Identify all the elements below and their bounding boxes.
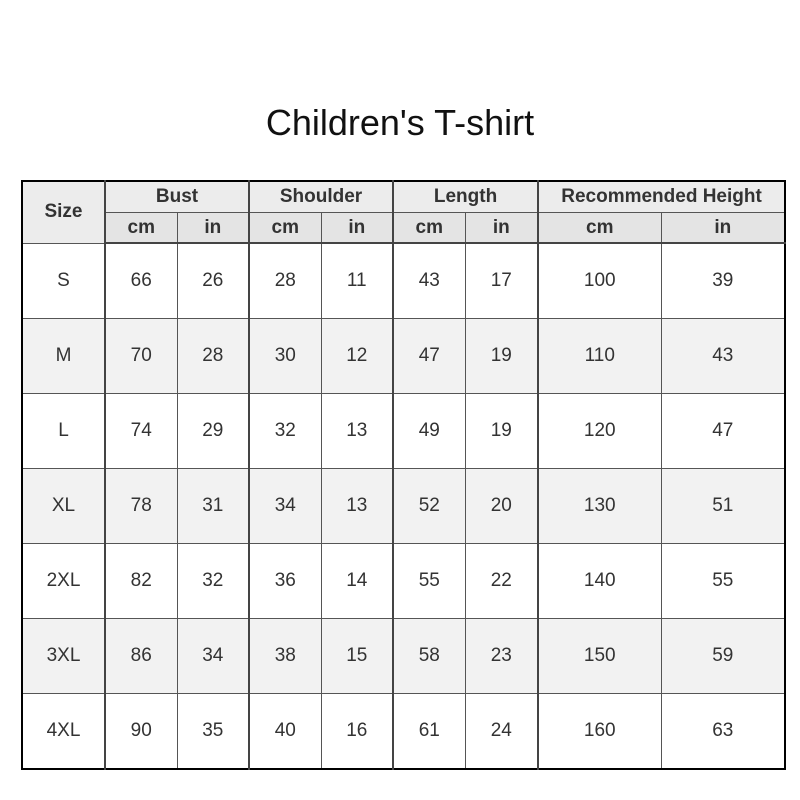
measurement-cell: 55	[661, 544, 785, 619]
measurement-cell: 28	[177, 319, 249, 394]
unit-header: cm	[105, 213, 177, 244]
table-row	[22, 544, 785, 619]
measurement-cell: 22	[465, 544, 538, 619]
measurement-cell: 43	[661, 319, 785, 394]
measurement-cell: 16	[321, 694, 393, 770]
measurement-cell: 59	[661, 619, 785, 694]
measurement-cell: 19	[465, 319, 538, 394]
measurement-cell: 35	[177, 694, 249, 770]
measurement-cell: 86	[105, 619, 177, 694]
unit-header: cm	[249, 213, 321, 244]
recommended-height-header: Recommended Height	[538, 181, 785, 213]
measurement-cell: 13	[321, 394, 393, 469]
measurement-cell: 34	[249, 469, 321, 544]
measurement-cell: 28	[249, 243, 321, 319]
page-title: Children's T-shirt	[265, 102, 535, 143]
size-cell: 4XL	[22, 694, 105, 770]
unit-header: cm	[393, 213, 465, 244]
size-cell: 3XL	[22, 619, 105, 694]
measurement-cell: 150	[538, 619, 661, 694]
header-unit-row	[22, 213, 785, 244]
measurement-cell: 30	[249, 319, 321, 394]
bust-header: Bust	[105, 181, 249, 213]
measurement-cell: 90	[105, 694, 177, 770]
measurement-cell: 31	[177, 469, 249, 544]
measurement-cell: 20	[465, 469, 538, 544]
measurement-cell: 36	[249, 544, 321, 619]
table-row	[22, 619, 785, 694]
measurement-cell: 12	[321, 319, 393, 394]
measurement-cell: 34	[177, 619, 249, 694]
measurement-cell: 74	[105, 394, 177, 469]
size-chart-table	[21, 180, 786, 770]
measurement-cell: 40	[249, 694, 321, 770]
size-column-header: Size	[22, 181, 105, 243]
measurement-cell: 47	[393, 319, 465, 394]
table-row	[22, 394, 785, 469]
measurement-cell: 24	[465, 694, 538, 770]
measurement-cell: 47	[661, 394, 785, 469]
measurement-cell: 70	[105, 319, 177, 394]
measurement-cell: 38	[249, 619, 321, 694]
length-header: Length	[393, 181, 538, 213]
measurement-cell: 100	[538, 243, 661, 319]
measurement-cell: 11	[321, 243, 393, 319]
measurement-cell: 26	[177, 243, 249, 319]
measurement-cell: 17	[465, 243, 538, 319]
header-group-row	[22, 181, 785, 213]
table-body	[22, 243, 785, 769]
measurement-cell: 82	[105, 544, 177, 619]
measurement-cell: 29	[177, 394, 249, 469]
measurement-cell: 130	[538, 469, 661, 544]
unit-header: in	[177, 213, 249, 244]
unit-header: in	[661, 213, 785, 244]
unit-header: cm	[538, 213, 661, 244]
measurement-cell: 58	[393, 619, 465, 694]
unit-header: in	[465, 213, 538, 244]
measurement-cell: 78	[105, 469, 177, 544]
measurement-cell: 32	[249, 394, 321, 469]
measurement-cell: 32	[177, 544, 249, 619]
measurement-cell: 52	[393, 469, 465, 544]
table-row	[22, 319, 785, 394]
table-row	[22, 469, 785, 544]
measurement-cell: 110	[538, 319, 661, 394]
size-cell: L	[22, 394, 105, 469]
table-row	[22, 243, 785, 319]
table-row	[22, 694, 785, 770]
measurement-cell: 43	[393, 243, 465, 319]
size-cell: XL	[22, 469, 105, 544]
measurement-cell: 66	[105, 243, 177, 319]
measurement-cell: 63	[661, 694, 785, 770]
measurement-cell: 19	[465, 394, 538, 469]
measurement-cell: 15	[321, 619, 393, 694]
measurement-cell: 120	[538, 394, 661, 469]
unit-header: in	[321, 213, 393, 244]
measurement-cell: 160	[538, 694, 661, 770]
measurement-cell: 61	[393, 694, 465, 770]
measurement-cell: 51	[661, 469, 785, 544]
measurement-cell: 39	[661, 243, 785, 319]
size-cell: M	[22, 319, 105, 394]
measurement-cell: 55	[393, 544, 465, 619]
size-cell: 2XL	[22, 544, 105, 619]
shoulder-header: Shoulder	[249, 181, 393, 213]
measurement-cell: 140	[538, 544, 661, 619]
measurement-cell: 13	[321, 469, 393, 544]
size-cell: S	[22, 243, 105, 319]
measurement-cell: 23	[465, 619, 538, 694]
measurement-cell: 49	[393, 394, 465, 469]
measurement-cell: 14	[321, 544, 393, 619]
